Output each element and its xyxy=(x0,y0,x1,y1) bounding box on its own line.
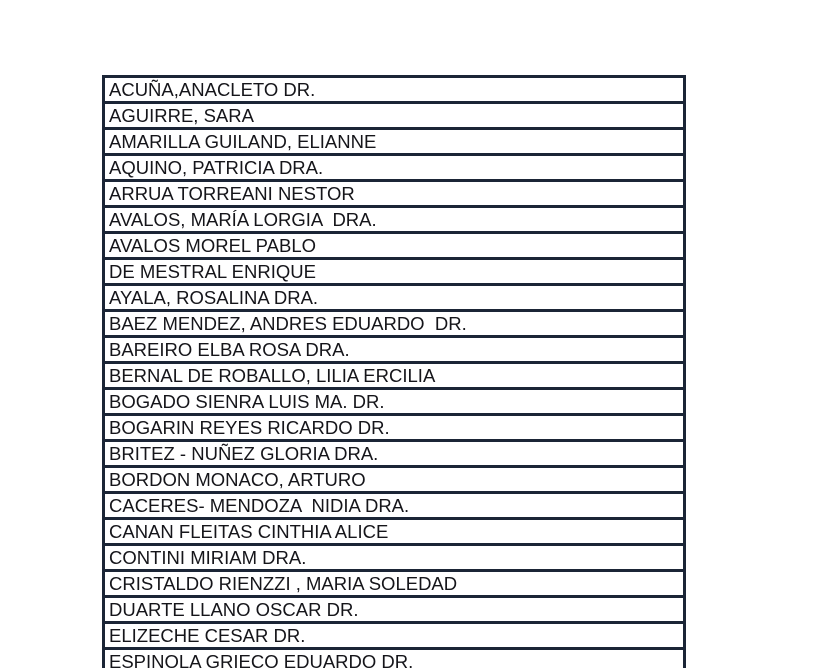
name-cell: ARRUA TORREANI NESTOR xyxy=(104,181,685,207)
table-row xyxy=(104,259,685,285)
name-cell: CONTINI MIRIAM DRA. xyxy=(104,545,685,571)
table-row xyxy=(104,649,685,668)
table-row xyxy=(104,467,685,493)
name-cell: CRISTALDO RIENZZI , MARIA SOLEDAD xyxy=(104,571,685,597)
table-row xyxy=(104,155,685,181)
table-row xyxy=(104,103,685,129)
table-row xyxy=(104,207,685,233)
table-row xyxy=(104,493,685,519)
table-row xyxy=(104,337,685,363)
table-row xyxy=(104,597,685,623)
name-cell: BRITEZ - NUÑEZ GLORIA DRA. xyxy=(104,441,685,467)
table-row xyxy=(104,571,685,597)
name-cell: BAREIRO ELBA ROSA DRA. xyxy=(104,337,685,363)
table-row xyxy=(104,77,685,103)
table-row xyxy=(104,623,685,649)
name-cell: ELIZECHE CESAR DR. xyxy=(104,623,685,649)
name-cell: ESPINOLA GRIECO EDUARDO DR. xyxy=(104,649,685,668)
table-row xyxy=(104,181,685,207)
name-cell: DUARTE LLANO OSCAR DR. xyxy=(104,597,685,623)
name-cell: AVALOS MOREL PABLO xyxy=(104,233,685,259)
name-cell: BOGARIN REYES RICARDO DR. xyxy=(104,415,685,441)
table-row xyxy=(104,311,685,337)
name-cell: AGUIRRE, SARA xyxy=(104,103,685,129)
name-cell: BERNAL DE ROBALLO, LILIA ERCILIA xyxy=(104,363,685,389)
table-row xyxy=(104,389,685,415)
name-cell: AQUINO, PATRICIA DRA. xyxy=(104,155,685,181)
table-row xyxy=(104,415,685,441)
table-row xyxy=(104,129,685,155)
table-row xyxy=(104,545,685,571)
name-cell: BAEZ MENDEZ, ANDRES EDUARDO DR. xyxy=(104,311,685,337)
name-cell: BORDON MONACO, ARTURO xyxy=(104,467,685,493)
name-cell: CACERES- MENDOZA NIDIA DRA. xyxy=(104,493,685,519)
name-cell: DE MESTRAL ENRIQUE xyxy=(104,259,685,285)
names-table xyxy=(102,75,686,668)
table-row xyxy=(104,519,685,545)
name-cell: AMARILLA GUILAND, ELIANNE xyxy=(104,129,685,155)
table-row xyxy=(104,363,685,389)
name-cell: BOGADO SIENRA LUIS MA. DR. xyxy=(104,389,685,415)
name-cell: AYALA, ROSALINA DRA. xyxy=(104,285,685,311)
table-row xyxy=(104,285,685,311)
table-row xyxy=(104,233,685,259)
table-row xyxy=(104,441,685,467)
name-cell: CANAN FLEITAS CINTHIA ALICE xyxy=(104,519,685,545)
name-cell: AVALOS, MARÍA LORGIA DRA. xyxy=(104,207,685,233)
name-cell: ACUÑA,ANACLETO DR. xyxy=(104,77,685,103)
